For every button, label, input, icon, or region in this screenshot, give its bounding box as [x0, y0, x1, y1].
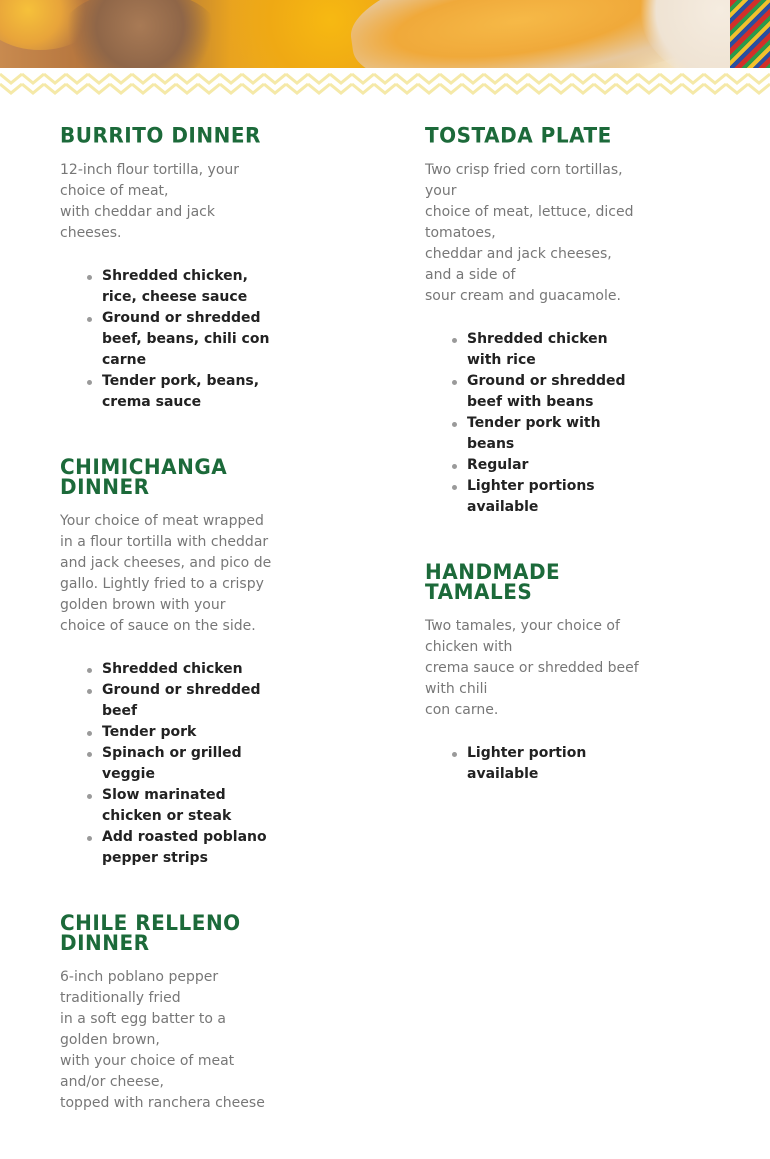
zigzag-pattern [0, 68, 770, 102]
options-list [60, 659, 275, 869]
description-line: with cheddar and jack cheeses. [60, 204, 215, 241]
option-item: Spinach or grilled veggie [102, 743, 275, 785]
options-list [425, 329, 640, 518]
description-line: con carne. [425, 702, 499, 718]
option-item: Tender pork [102, 722, 275, 743]
option-item: Slow marinated chicken or steak [102, 785, 275, 827]
option-item: Shredded chicken [102, 659, 275, 680]
option-item: Ground or shredded beef [102, 680, 275, 722]
menu-section [60, 453, 275, 869]
description-line: sour cream and guacamole. [425, 288, 621, 304]
menu-section [425, 122, 640, 518]
option-item: Ground or shredded beef with beans [467, 371, 640, 413]
option-item: Add roasted poblano pepper strips [102, 827, 275, 869]
menu-item-title: BURRITO DINNER [60, 122, 261, 148]
description-line: Two crisp fried corn tortillas, your [425, 162, 623, 199]
options-list [425, 743, 640, 785]
description-line: Your choice of meat wrapped in a flour tortilla with cheddar and jack cheeses, and pico de gallo. Lightly fried to a crispy golden brown with your choice of sauce on the side. [60, 513, 272, 634]
menu-item-description [60, 511, 275, 637]
option-item: Regular [467, 455, 640, 476]
menu-item-description [60, 967, 275, 1114]
option-item: Shredded chicken with rice [467, 329, 640, 371]
description-line: 6-inch poblano pepper traditionally fried [60, 969, 219, 1006]
menu-section [60, 909, 275, 1114]
menu-item-title: CHIMICHANGA DINNER [60, 453, 228, 500]
option-item: Shredded chicken, rice, cheese sauce [102, 266, 275, 308]
option-item: Lighter portion available [467, 743, 640, 785]
description-line: with your choice of meat and/or cheese, [60, 1053, 235, 1090]
left-menu-column [60, 122, 275, 1159]
option-item: Lighter portions available [467, 476, 640, 518]
option-item: Ground or shredded beef, beans, chili con carne [102, 308, 275, 371]
menu-section [425, 558, 640, 785]
description-line: Two tamales, your choice of chicken with [425, 618, 620, 655]
description-line: choice of meat, lettuce, diced tomatoes, [425, 204, 634, 241]
menu-section [60, 122, 275, 413]
serape-pattern [730, 0, 770, 68]
description-line: crema sauce or shredded beef with chili [425, 660, 639, 697]
options-list [60, 266, 275, 413]
description-line: cheddar and jack cheeses, and a side of [425, 246, 612, 283]
option-item: Tender pork, beans, crema sauce [102, 371, 275, 413]
option-item: Tender pork with beans [467, 413, 640, 455]
description-line: 12-inch flour tortilla, your choice of meat, [60, 162, 240, 199]
menu-item-description [425, 616, 640, 721]
right-menu-column [425, 122, 640, 830]
menu-item-description [60, 160, 275, 244]
menu-item-title: TOSTADA PLATE [425, 122, 612, 148]
refried-beans-shape [60, 0, 220, 68]
hero-food-photo [0, 0, 770, 68]
menu-item-description [425, 160, 640, 307]
description-line: topped with ranchera cheese [60, 1095, 265, 1111]
menu-item-title: HANDMADE TAMALES [425, 558, 561, 605]
menu-item-title: CHILE RELLENO DINNER [60, 909, 241, 956]
description-line: in a soft egg batter to a golden brown, [60, 1011, 226, 1048]
